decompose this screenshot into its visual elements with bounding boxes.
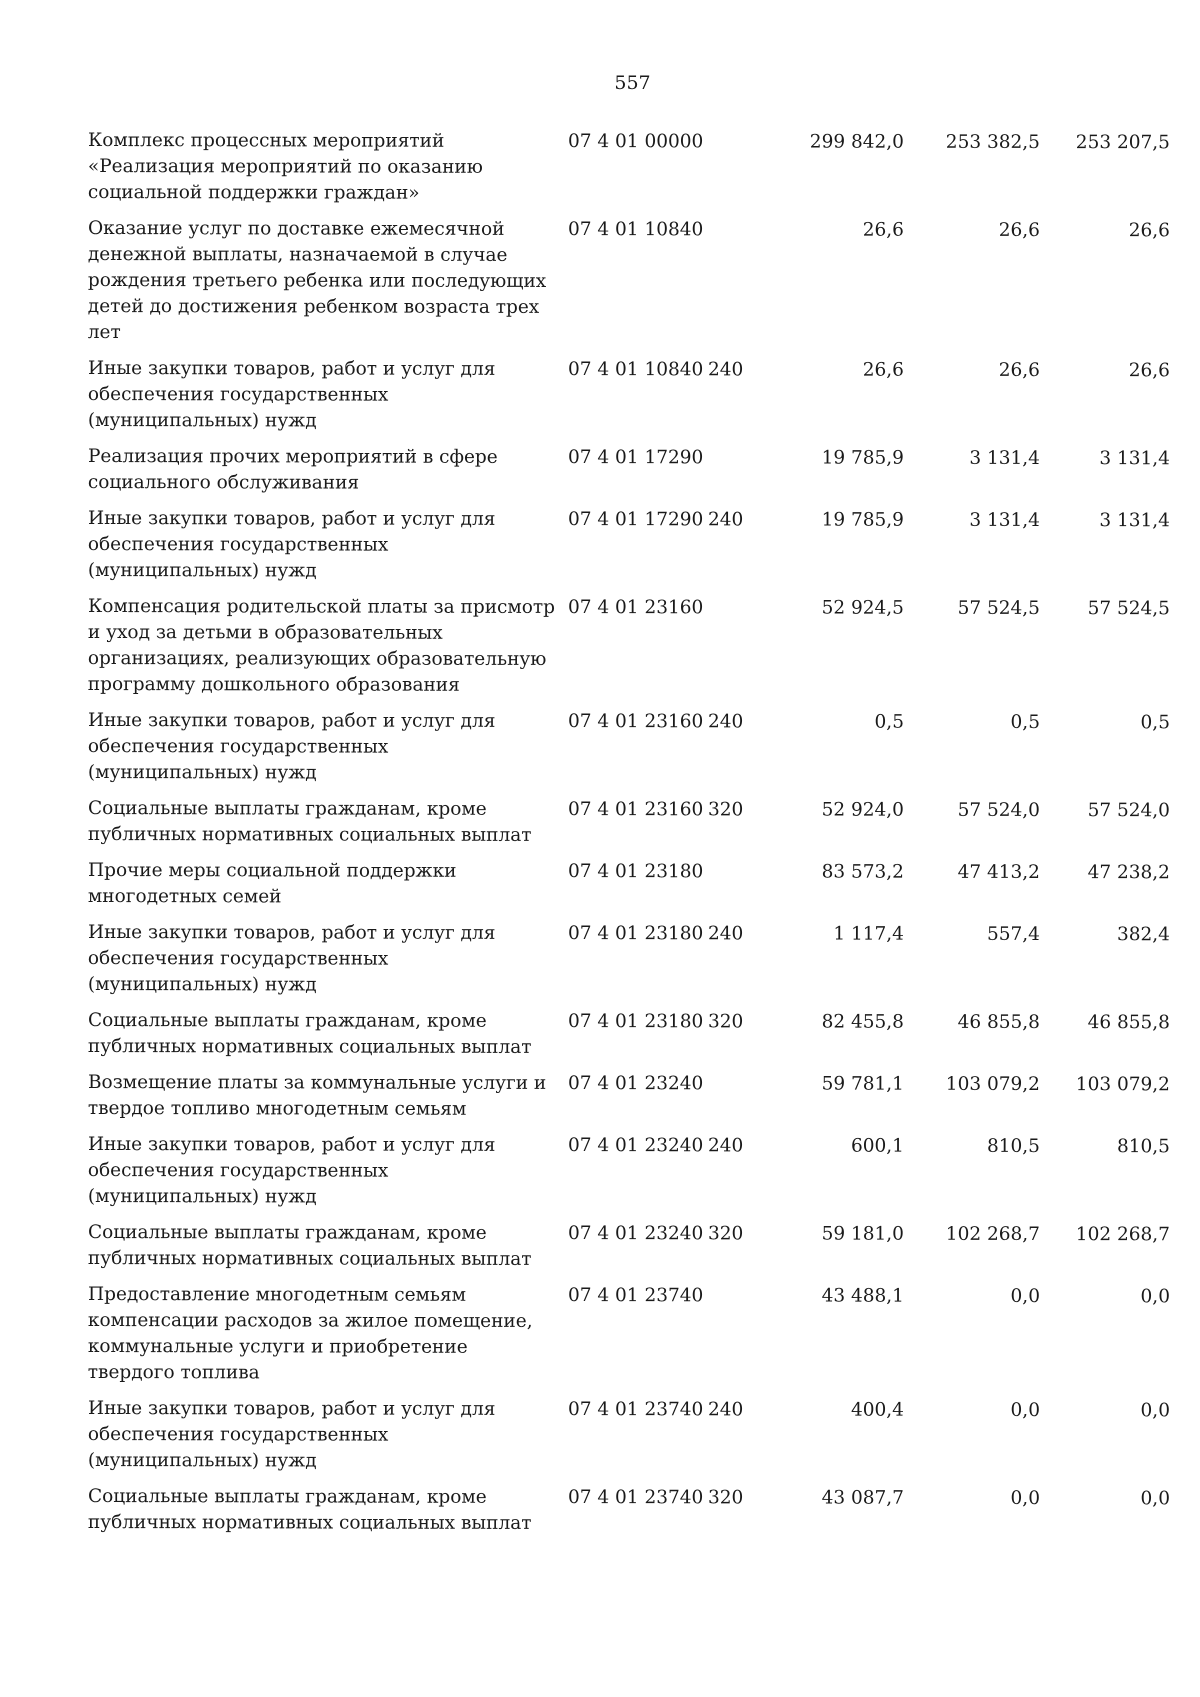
row-target-article-code: 07 4 01 10840 [567,359,704,381]
row-amount-year-3: 3 131,4 [1099,510,1170,532]
row-amount-year-3: 253 207,5 [1075,132,1170,154]
row-target-article-code: 07 4 01 23180 [567,861,704,883]
row-amount-year-3: 47 238,2 [1087,862,1170,884]
row-amount-year-2: 46 855,8 [957,1011,1040,1033]
row-expense-type-code: 240 [707,509,744,531]
row-target-article-code: 07 4 01 23740 [567,1285,704,1307]
row-target-article-code: 07 4 01 17290 [567,509,704,531]
row-amount-year-1: 52 924,0 [821,799,904,821]
row-amount-year-2: 102 268,7 [945,1223,1040,1245]
row-target-article-code: 07 4 01 17290 [567,447,704,469]
row-target-article-code: 07 4 01 23160 [567,711,704,733]
table-row [88,216,1170,348]
table-row [88,858,1170,912]
row-expense-type-code: 320 [707,1487,744,1509]
table-row [88,796,1170,850]
row-target-article-code: 07 4 01 10840 [567,219,704,241]
row-target-article-code: 07 4 01 23180 [567,1011,704,1033]
row-expense-type-code: 320 [707,1011,744,1033]
table-row [88,1132,1170,1212]
row-amount-year-1: 0,5 [874,711,904,733]
row-name: Оказание услуг по доставке ежемесячной денежной выплаты, назначаемой в случае рождения третьего ребенка или последующих детей до достижения ребенком возраста трех лет [87,218,547,344]
row-name: Комплекс процессных мероприятий «Реализация мероприятий по оказанию социальной поддержки граждан» [87,130,483,204]
table-row [88,356,1170,436]
row-amount-year-1: 59 181,0 [821,1223,904,1245]
row-name: Реализация прочих мероприятий в сфере социального обслуживания [87,446,498,494]
table-row [88,1070,1170,1124]
page-number: 557 [614,72,651,94]
row-target-article-code: 07 4 01 23160 [567,597,704,619]
row-amount-year-1: 600,1 [850,1135,904,1157]
row-amount-year-3: 0,0 [1140,1286,1170,1308]
row-expense-type-code: 240 [707,1399,744,1421]
row-amount-year-2: 3 131,4 [969,509,1040,531]
row-amount-year-1: 43 488,1 [821,1285,904,1307]
row-amount-year-2: 557,4 [986,923,1040,945]
row-expense-type-code: 240 [707,359,744,381]
table-row [88,1008,1170,1062]
row-amount-year-2: 3 131,4 [969,447,1040,469]
row-target-article-code: 07 4 01 23740 [567,1487,704,1509]
row-target-article-code: 07 4 01 23740 [567,1399,704,1421]
row-expense-type-code: 240 [707,711,744,733]
row-amount-year-1: 400,4 [850,1399,904,1421]
row-amount-year-3: 26,6 [1128,220,1170,242]
row-amount-year-1: 43 087,7 [821,1487,904,1509]
row-amount-year-2: 0,0 [1010,1487,1040,1509]
row-amount-year-3: 102 268,7 [1075,1224,1170,1246]
budget-table [88,128,1170,1546]
row-amount-year-1: 1 117,4 [833,923,904,945]
row-name: Компенсация родительской платы за присмотр и уход за детьми в образовательных организациях, реализующих образовательную программу дошкольного образования [87,596,556,696]
row-amount-year-3: 46 855,8 [1087,1012,1170,1034]
row-name: Социальные выплаты гражданам, кроме публичных нормативных социальных выплат [87,798,532,846]
row-amount-year-3: 3 131,4 [1099,448,1170,470]
row-expense-type-code: 320 [707,799,744,821]
table-row [88,920,1170,1000]
row-amount-year-2: 26,6 [998,359,1040,381]
row-name: Иные закупки товаров, работ и услуг для обеспечения государственных (муниципальных) нужд [87,710,496,784]
row-amount-year-1: 26,6 [862,359,904,381]
table-row [88,1484,1170,1538]
row-expense-type-code: 240 [707,1135,744,1157]
row-amount-year-3: 382,4 [1116,924,1170,946]
row-target-article-code: 07 4 01 23240 [567,1223,704,1245]
row-amount-year-2: 810,5 [986,1135,1040,1157]
row-amount-year-3: 103 079,2 [1075,1074,1170,1096]
row-amount-year-1: 19 785,9 [821,509,904,531]
row-name: Предоставление многодетным семьям компенсации расходов за жилое помещение, коммунальные услуги и приобретение твердого топлива [87,1284,533,1384]
table-row [88,708,1170,788]
row-amount-year-3: 0,5 [1140,712,1170,734]
row-amount-year-1: 82 455,8 [821,1011,904,1033]
row-expense-type-code: 320 [707,1223,744,1245]
row-amount-year-2: 57 524,5 [957,597,1040,619]
table-row [88,594,1170,700]
row-name: Социальные выплаты гражданам, кроме публичных нормативных социальных выплат [87,1222,532,1270]
row-amount-year-2: 0,0 [1010,1285,1040,1307]
row-name: Прочие меры социальной поддержки многодетных семей [87,860,457,908]
table-row [88,1396,1170,1476]
row-amount-year-1: 299 842,0 [809,131,904,153]
row-name: Иные закупки товаров, работ и услуг для обеспечения государственных (муниципальных) нужд [87,1134,496,1208]
row-amount-year-3: 57 524,0 [1087,800,1170,822]
row-amount-year-1: 19 785,9 [821,447,904,469]
row-amount-year-2: 47 413,2 [957,861,1040,883]
row-name: Возмещение платы за коммунальные услуги и твердое топливо многодетным семьям [87,1072,547,1120]
row-amount-year-2: 0,5 [1010,711,1040,733]
row-expense-type-code: 240 [707,923,744,945]
row-name: Иные закупки товаров, работ и услуг для обеспечения государственных (муниципальных) нужд [87,358,496,432]
row-amount-year-2: 103 079,2 [945,1073,1040,1095]
row-amount-year-3: 810,5 [1116,1136,1170,1158]
row-name: Социальные выплаты гражданам, кроме публичных нормативных социальных выплат [87,1010,532,1058]
row-amount-year-3: 0,0 [1140,1488,1170,1510]
row-name: Иные закупки товаров, работ и услуг для обеспечения государственных (муниципальных) нужд [87,1398,496,1472]
table-row [88,506,1170,586]
row-amount-year-2: 26,6 [998,219,1040,241]
row-name: Иные закупки товаров, работ и услуг для обеспечения государственных (муниципальных) нужд [87,922,496,996]
table-row [88,128,1170,208]
row-amount-year-3: 0,0 [1140,1400,1170,1422]
row-amount-year-1: 52 924,5 [821,597,904,619]
row-amount-year-1: 59 781,1 [821,1073,904,1095]
row-target-article-code: 07 4 01 00000 [567,131,704,153]
row-amount-year-2: 57 524,0 [957,799,1040,821]
row-name: Социальные выплаты гражданам, кроме публичных нормативных социальных выплат [87,1486,532,1534]
row-amount-year-1: 26,6 [862,219,904,241]
row-target-article-code: 07 4 01 23240 [567,1135,704,1157]
row-amount-year-2: 0,0 [1010,1399,1040,1421]
table-row [88,1220,1170,1274]
row-amount-year-3: 57 524,5 [1087,598,1170,620]
row-target-article-code: 07 4 01 23160 [567,799,704,821]
table-row [88,444,1170,498]
row-target-article-code: 07 4 01 23240 [567,1073,704,1095]
row-amount-year-3: 26,6 [1128,360,1170,382]
row-name: Иные закупки товаров, работ и услуг для обеспечения государственных (муниципальных) нужд [87,508,496,582]
row-target-article-code: 07 4 01 23180 [567,923,704,945]
row-amount-year-1: 83 573,2 [821,861,904,883]
row-amount-year-2: 253 382,5 [945,131,1040,153]
table-row [88,1282,1170,1388]
